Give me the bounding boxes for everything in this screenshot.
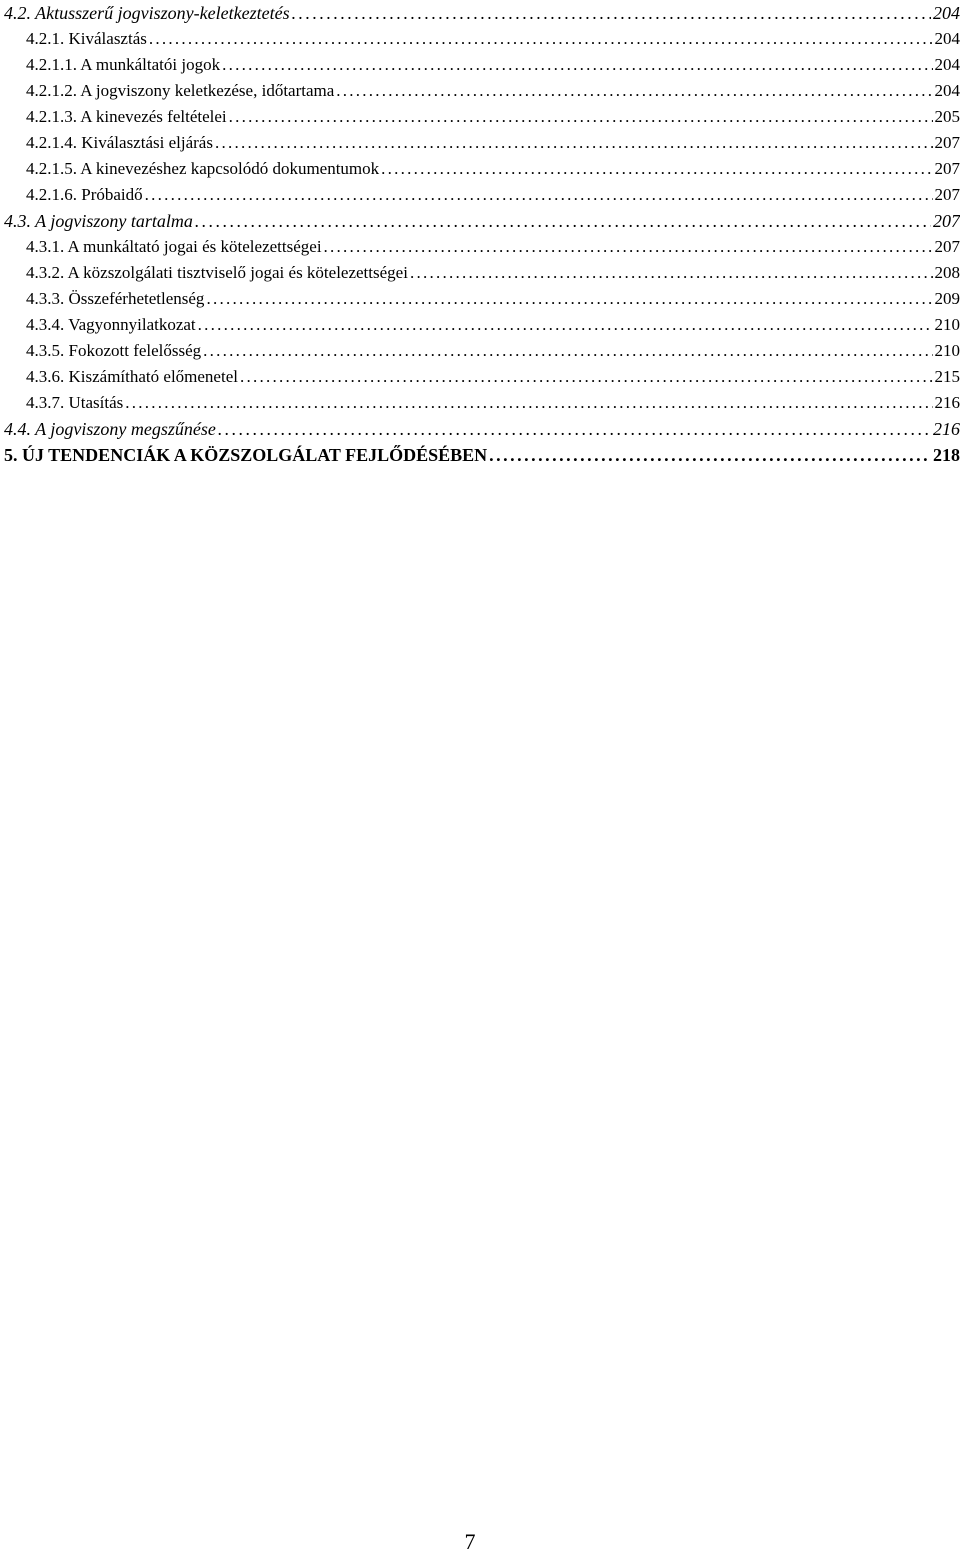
- toc-entry-page: 209: [934, 289, 960, 308]
- toc-dot-leader: [215, 130, 933, 156]
- toc-entry-page: 207: [934, 237, 960, 256]
- toc-entry-label: 4.2.1.2. A jogviszony keletkezése, időtartama: [26, 81, 335, 100]
- toc-entry[interactable]: [4, 416, 960, 442]
- toc-entry[interactable]: [4, 52, 960, 78]
- toc-entry[interactable]: [4, 234, 960, 260]
- toc-entry-page: 210: [934, 341, 960, 360]
- toc-entry-page: 207: [934, 185, 960, 204]
- toc-entry-page: 204: [934, 29, 960, 48]
- toc-dot-leader: [222, 52, 932, 78]
- toc-entry-label: 4.2.1.5. A kinevezéshez kapcsolódó dokumentumok: [26, 159, 380, 178]
- toc-dot-leader: [336, 78, 932, 104]
- toc-entry-page: 216: [933, 419, 960, 439]
- toc-entry-page: 210: [934, 315, 960, 334]
- toc-dot-leader: [324, 234, 933, 260]
- toc-entry[interactable]: [4, 78, 960, 104]
- toc-entry[interactable]: [4, 390, 960, 416]
- toc-entry[interactable]: [4, 312, 960, 338]
- toc-dot-leader: [125, 390, 932, 416]
- toc-entry-page: 205: [934, 107, 960, 126]
- toc-dot-leader: [489, 442, 931, 468]
- toc-entry[interactable]: [4, 156, 960, 182]
- toc-entry-page: 207: [934, 133, 960, 152]
- toc-entry-page: 215: [934, 367, 960, 386]
- toc-dot-leader: [206, 286, 932, 312]
- toc-entry-page: 204: [934, 55, 960, 74]
- toc-entry-label: 4.2.1.1. A munkáltatói jogok: [26, 55, 221, 74]
- page-number: 7: [464, 1529, 476, 1554]
- toc-dot-leader: [381, 156, 932, 182]
- toc-entry-label: 4.3. A jogviszony tartalma: [4, 211, 193, 231]
- toc-entry-label: 4.2. Aktusszerű jogviszony-keletkeztetés: [4, 3, 290, 23]
- toc-entry-page: 208: [934, 263, 960, 282]
- toc-entry-page: 207: [934, 159, 960, 178]
- toc-entry-label: 4.3.4. Vagyonnyilatkozat: [26, 315, 196, 334]
- toc-entry[interactable]: [4, 364, 960, 390]
- toc-entry-label: 4.4. A jogviszony megszűnése: [4, 419, 216, 439]
- toc-entry-label: 4.3.3. Összeférhetetlenség: [26, 289, 205, 308]
- toc-entry-label: 4.3.5. Fokozott felelősség: [26, 341, 202, 360]
- toc-entry-label: 4.2.1.4. Kiválasztási eljárás: [26, 133, 213, 152]
- toc-entry-label: 4.3.2. A közszolgálati tisztviselő jogai és kötelezettségei: [26, 263, 408, 282]
- toc-entry-label: 5. ÚJ TENDENCIÁK A KÖZSZOLGÁLAT FEJLŐDÉSÉBEN: [4, 445, 488, 465]
- toc-entry-label: 4.2.1. Kiválasztás: [26, 29, 147, 48]
- toc-dot-leader: [149, 26, 933, 52]
- toc-entry[interactable]: [4, 130, 960, 156]
- toc-entry-label: 4.2.1.3. A kinevezés feltételei: [26, 107, 227, 126]
- toc-entry[interactable]: [4, 286, 960, 312]
- toc-dot-leader: [195, 208, 931, 234]
- toc-entry-label: 4.2.1.6. Próbaidő: [26, 185, 143, 204]
- toc-dot-leader: [218, 416, 931, 442]
- toc-entry[interactable]: [4, 104, 960, 130]
- toc-entry-label: 4.3.7. Utasítás: [26, 393, 124, 412]
- toc-entry[interactable]: [4, 0, 960, 26]
- toc-entry[interactable]: [4, 260, 960, 286]
- toc-entry[interactable]: [4, 208, 960, 234]
- toc-entry-page: 204: [934, 81, 960, 100]
- toc-entry[interactable]: [4, 338, 960, 364]
- toc-entry-page: 216: [934, 393, 960, 412]
- toc-entry-page: 204: [933, 3, 960, 23]
- toc-entry-label: 4.3.6. Kiszámítható előmenetel: [26, 367, 238, 386]
- toc-dot-leader: [240, 364, 933, 390]
- toc-entry[interactable]: [4, 26, 960, 52]
- toc-dot-leader: [229, 104, 933, 130]
- toc-entry[interactable]: [4, 442, 960, 468]
- toc-entry-label: 4.3.1. A munkáltató jogai és kötelezettségei: [26, 237, 322, 256]
- toc-dot-leader: [292, 0, 931, 26]
- toc-dot-leader: [410, 260, 933, 286]
- table-of-contents: [4, 0, 960, 468]
- toc-dot-leader: [198, 312, 933, 338]
- toc-entry[interactable]: [4, 182, 960, 208]
- toc-entry-page: 218: [933, 445, 960, 465]
- toc-dot-leader: [145, 182, 933, 208]
- toc-entry-page: 207: [933, 211, 960, 231]
- toc-dot-leader: [203, 338, 932, 364]
